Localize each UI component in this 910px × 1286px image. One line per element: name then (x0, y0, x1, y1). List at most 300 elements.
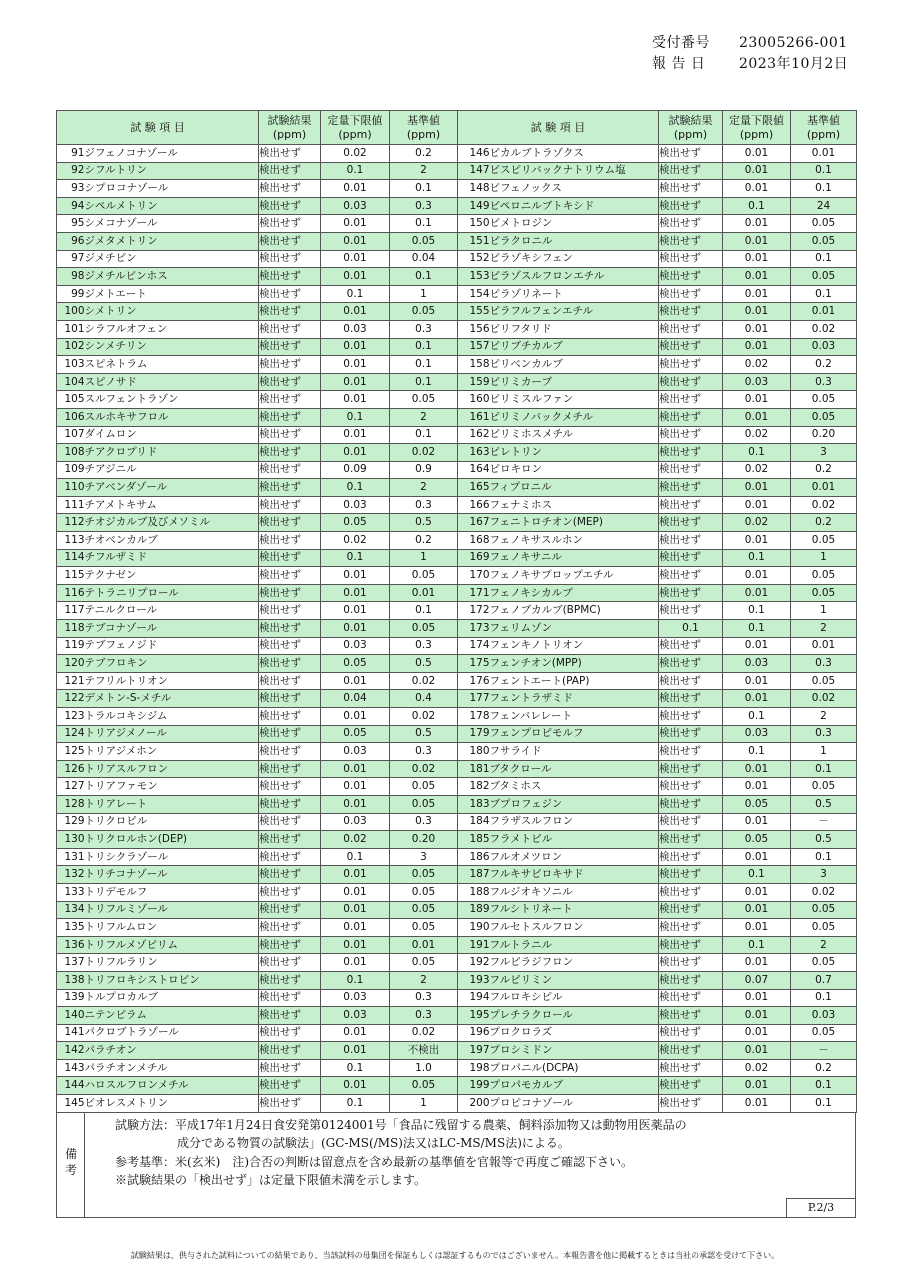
item-name: シプロコナゾール (85, 180, 259, 198)
table-row (57, 620, 857, 638)
quantitation-limit: 0.02 (723, 461, 791, 479)
standard-value: 0.2 (791, 356, 857, 374)
standard-value: 0.05 (390, 795, 458, 813)
table-row (57, 795, 857, 813)
item-name: シペルメトリン (85, 197, 259, 215)
item-number: 157 (458, 338, 490, 356)
standard-value: 0.5 (791, 795, 857, 813)
header-result-right: 試験結果 (ppm) (659, 111, 723, 145)
test-result: 検出せず (659, 743, 723, 761)
item-name: デメトン-S-メチル (85, 690, 259, 708)
item-name: テフリルトリオン (85, 672, 259, 690)
standard-value: 0.05 (390, 1077, 458, 1095)
standard-value: 0.05 (390, 567, 458, 585)
standard-value: 0.1 (390, 426, 458, 444)
quantitation-limit: 0.01 (723, 320, 791, 338)
quantitation-limit: 0.1 (321, 479, 390, 497)
table-row (57, 215, 857, 233)
item-number: 196 (458, 1024, 490, 1042)
test-result: 検出せず (659, 989, 723, 1007)
standard-value: 0.02 (390, 672, 458, 690)
quantitation-limit: 0.01 (321, 620, 390, 638)
table-row (57, 602, 857, 620)
table-row (57, 989, 857, 1007)
quantitation-limit: 0.03 (723, 725, 791, 743)
item-name: フェノブカルブ(BPMC) (490, 602, 659, 620)
item-name: フルトラニル (490, 936, 659, 954)
item-number: 108 (57, 444, 85, 462)
test-result: 検出せず (259, 725, 321, 743)
item-number: 187 (458, 866, 490, 884)
quantitation-limit: 0.01 (723, 145, 791, 163)
remarks-note-line: ※試験結果の「検出せず」は定量下限値未満を示します。 (115, 1173, 427, 1188)
table-row (57, 954, 857, 972)
item-number: 99 (57, 285, 85, 303)
quantitation-limit: 0.01 (723, 338, 791, 356)
quantitation-limit: 0.1 (723, 620, 791, 638)
test-result: 検出せず (659, 373, 723, 391)
test-result: 検出せず (259, 285, 321, 303)
quantitation-limit: 0.1 (321, 162, 390, 180)
item-name: フルキサピロキサド (490, 866, 659, 884)
item-number: 193 (458, 971, 490, 989)
standard-value: 0.1 (791, 180, 857, 198)
reception-number-label: 受付番号 (652, 35, 710, 51)
item-number: 100 (57, 303, 85, 321)
quantitation-limit: 0.1 (723, 444, 791, 462)
standard-value: 0.4 (390, 690, 458, 708)
standard-value: 0.02 (791, 320, 857, 338)
item-name: ピリミスルファン (490, 391, 659, 409)
standard-value: 0.05 (390, 954, 458, 972)
standard-value: － (791, 813, 857, 831)
item-name: テブフロキン (85, 655, 259, 673)
quantitation-limit: 0.07 (723, 971, 791, 989)
item-number: 145 (57, 1095, 85, 1113)
item-number: 93 (57, 180, 85, 198)
table-row (57, 1024, 857, 1042)
standard-value: 0.1 (791, 989, 857, 1007)
table-row (57, 567, 857, 585)
item-name: フサライド (490, 743, 659, 761)
standard-value: 0.1 (791, 162, 857, 180)
item-number: 134 (57, 901, 85, 919)
test-result: 検出せず (259, 356, 321, 374)
quantitation-limit: 0.01 (321, 584, 390, 602)
item-number: 164 (458, 461, 490, 479)
table-row (57, 162, 857, 180)
standard-value: 0.05 (390, 303, 458, 321)
item-name: フラメトピル (490, 831, 659, 849)
table-row (57, 250, 857, 268)
quantitation-limit: 0.01 (321, 356, 390, 374)
quantitation-limit: 0.01 (723, 391, 791, 409)
standard-value: 0.02 (390, 760, 458, 778)
item-number: 98 (57, 268, 85, 286)
test-result: 検出せず (259, 954, 321, 972)
quantitation-limit: 0.01 (321, 866, 390, 884)
quantitation-limit: 0.01 (321, 250, 390, 268)
quantitation-limit: 0.01 (723, 408, 791, 426)
standard-value: 0.3 (390, 989, 458, 1007)
quantitation-limit: 0.01 (321, 338, 390, 356)
item-name: スピネトラム (85, 356, 259, 374)
test-result: 検出せず (259, 795, 321, 813)
item-number: 124 (57, 725, 85, 743)
item-number: 133 (57, 883, 85, 901)
test-result: 検出せず (259, 320, 321, 338)
quantitation-limit: 0.01 (723, 215, 791, 233)
item-name: トリデモルフ (85, 883, 259, 901)
test-result: 検出せず (659, 444, 723, 462)
table-row (57, 356, 857, 374)
quantitation-limit: 0.01 (321, 672, 390, 690)
table-row (57, 672, 857, 690)
footer-disclaimer: 試験結果は、供与された試料についての結果であり、当該試料の母集団を保証もしくは認証するものではございません。本報告書を他に掲載するときは当社の承認を受けて下さい。 (130, 1251, 780, 1260)
test-result: 検出せず (659, 954, 723, 972)
quantitation-limit: 0.01 (723, 1095, 791, 1113)
quantitation-limit: 0.01 (321, 215, 390, 233)
item-name: ピリミホスメチル (490, 426, 659, 444)
header-standard-right: 基準値 (ppm) (791, 111, 857, 145)
test-result: 検出せず (659, 637, 723, 655)
standard-value: 0.05 (390, 919, 458, 937)
item-name: ブタクロール (490, 760, 659, 778)
quantitation-limit: 0.01 (321, 567, 390, 585)
test-result: 検出せず (659, 250, 723, 268)
table-row (57, 444, 857, 462)
test-result: 検出せず (259, 672, 321, 690)
item-number: 200 (458, 1095, 490, 1113)
table-row (57, 391, 857, 409)
test-result: 検出せず (659, 215, 723, 233)
item-number: 103 (57, 356, 85, 374)
test-result: 検出せず (659, 461, 723, 479)
item-name: フルピラジフロン (490, 954, 659, 972)
item-name: トリフルミゾール (85, 901, 259, 919)
quantitation-limit: 0.1 (723, 708, 791, 726)
item-name: フェンプロピモルフ (490, 725, 659, 743)
item-number: 142 (57, 1042, 85, 1060)
test-result: 検出せず (659, 1007, 723, 1025)
standard-value: 0.3 (791, 655, 857, 673)
table-row (57, 145, 857, 163)
item-number: 118 (57, 620, 85, 638)
quantitation-limit: 0.02 (321, 831, 390, 849)
test-result: 検出せず (259, 584, 321, 602)
item-number: 191 (458, 936, 490, 954)
test-result: 検出せず (259, 532, 321, 550)
item-number: 192 (458, 954, 490, 972)
standard-value: 0.05 (791, 919, 857, 937)
item-name: チオベンカルブ (85, 532, 259, 550)
test-result: 検出せず (659, 408, 723, 426)
test-result: 検出せず (659, 514, 723, 532)
item-name: ピリブチカルブ (490, 338, 659, 356)
table-row (57, 285, 857, 303)
table-row (57, 320, 857, 338)
item-name: ピペロニルブトキシド (490, 197, 659, 215)
item-name: トリフルラリン (85, 954, 259, 972)
quantitation-limit: 0.01 (723, 532, 791, 550)
standard-value: 2 (390, 971, 458, 989)
item-number: 177 (458, 690, 490, 708)
quantitation-limit: 0.01 (321, 602, 390, 620)
table-row (57, 479, 857, 497)
page-number: P.2/3 (786, 1198, 855, 1217)
item-number: 128 (57, 795, 85, 813)
quantitation-limit: 0.02 (321, 145, 390, 163)
quantitation-limit: 0.01 (723, 496, 791, 514)
item-name: シラフルオフェン (85, 320, 259, 338)
standard-value: 0.04 (390, 250, 458, 268)
test-result: 検出せず (659, 813, 723, 831)
table-row (57, 303, 857, 321)
standard-value: 0.02 (791, 883, 857, 901)
test-result: 検出せず (259, 760, 321, 778)
table-row (57, 496, 857, 514)
standard-value: 0.2 (390, 145, 458, 163)
quantitation-limit: 0.01 (321, 1077, 390, 1095)
item-number: 166 (458, 496, 490, 514)
item-number: 144 (57, 1077, 85, 1095)
standard-value: 0.05 (390, 866, 458, 884)
item-number: 136 (57, 936, 85, 954)
item-number: 171 (458, 584, 490, 602)
test-result: 検出せず (659, 391, 723, 409)
standard-value: 0.1 (390, 356, 458, 374)
test-result: 検出せず (659, 338, 723, 356)
test-result: 検出せず (659, 567, 723, 585)
test-result: 検出せず (259, 919, 321, 937)
table-row (57, 180, 857, 198)
test-result: 検出せず (259, 620, 321, 638)
results-table (56, 110, 857, 1113)
standard-value: 0.01 (390, 584, 458, 602)
test-result: 検出せず (259, 848, 321, 866)
item-number: 119 (57, 637, 85, 655)
standard-value: 0.02 (390, 1024, 458, 1042)
test-result: 検出せず (259, 268, 321, 286)
test-result: 検出せず (259, 444, 321, 462)
item-name: フェントエート(PAP) (490, 672, 659, 690)
item-number: 139 (57, 989, 85, 1007)
quantitation-limit: 0.01 (723, 883, 791, 901)
standard-value: 0.1 (791, 250, 857, 268)
item-number: 185 (458, 831, 490, 849)
item-name: スルフェントラゾン (85, 391, 259, 409)
standard-value: 0.1 (791, 285, 857, 303)
test-result: 検出せず (659, 532, 723, 550)
test-result: 検出せず (659, 268, 723, 286)
item-name: ピラゾリネート (490, 285, 659, 303)
quantitation-limit: 0.01 (321, 954, 390, 972)
item-name: ピリミカーブ (490, 373, 659, 391)
quantitation-limit: 0.01 (723, 180, 791, 198)
standard-value: 0.2 (791, 1059, 857, 1077)
quantitation-limit: 0.1 (321, 285, 390, 303)
item-name: テクナゼン (85, 567, 259, 585)
item-number: 143 (57, 1059, 85, 1077)
item-name: ブプロフェジン (490, 795, 659, 813)
quantitation-limit: 0.01 (723, 901, 791, 919)
quantitation-limit: 0.01 (321, 180, 390, 198)
standard-value: 3 (791, 444, 857, 462)
item-name: ピリフタリド (490, 320, 659, 338)
test-result: 検出せず (659, 708, 723, 726)
remarks-reference-line: 参考基準：米(玄米) 注)合否の判断は留意点を含め最新の基準値を官報等で再度ご確認下さい。 (115, 1154, 634, 1169)
report-date-line (652, 53, 848, 73)
table-row (57, 373, 857, 391)
test-result: 検出せず (259, 602, 321, 620)
table-row (57, 197, 857, 215)
standard-value: 0.5 (390, 655, 458, 673)
table-row (57, 1095, 857, 1113)
test-result: 検出せず (659, 690, 723, 708)
item-number: 122 (57, 690, 85, 708)
standard-value: 0.05 (791, 215, 857, 233)
table-row (57, 690, 857, 708)
item-name: テブコナゾール (85, 620, 259, 638)
table-row (57, 936, 857, 954)
table-row (57, 725, 857, 743)
quantitation-limit: 0.1 (723, 936, 791, 954)
standard-value: 1 (390, 1095, 458, 1113)
item-name: トリアスルフロン (85, 760, 259, 778)
test-result: 検出せず (659, 795, 723, 813)
item-name: チオジカルブ及びメソミル (85, 514, 259, 532)
item-number: 137 (57, 954, 85, 972)
item-number: 146 (458, 145, 490, 163)
quantitation-limit: 0.01 (723, 760, 791, 778)
header-loq-left: 定量下限値 (ppm) (321, 111, 390, 145)
quantitation-limit: 0.1 (723, 743, 791, 761)
standard-value: 0.05 (791, 1024, 857, 1042)
test-result: 検出せず (659, 232, 723, 250)
standard-value: 0.05 (791, 584, 857, 602)
test-result: 検出せず (259, 813, 321, 831)
table-row (57, 338, 857, 356)
test-result: 検出せず (259, 426, 321, 444)
test-result: 検出せず (259, 145, 321, 163)
quantitation-limit: 0.01 (723, 567, 791, 585)
quantitation-limit: 0.01 (321, 936, 390, 954)
test-result: 検出せず (259, 197, 321, 215)
item-number: 112 (57, 514, 85, 532)
standard-value: 0.3 (791, 373, 857, 391)
standard-value: 1 (791, 743, 857, 761)
quantitation-limit: 0.02 (723, 514, 791, 532)
test-result: 検出せず (659, 320, 723, 338)
standard-value: 0.1 (390, 602, 458, 620)
item-name: ビオレスメトリン (85, 1095, 259, 1113)
test-result: 検出せず (659, 197, 723, 215)
standard-value: 2 (791, 620, 857, 638)
item-number: 113 (57, 532, 85, 550)
standard-value: 0.01 (791, 479, 857, 497)
item-name: ピレトリン (490, 444, 659, 462)
standard-value: 0.05 (390, 778, 458, 796)
table-row (57, 813, 857, 831)
item-name: チフルザミド (85, 549, 259, 567)
item-number: 174 (458, 637, 490, 655)
item-name: ビフェノックス (490, 180, 659, 198)
item-name: テトラニリプロール (85, 584, 259, 602)
standard-value: 0.1 (791, 1095, 857, 1113)
item-name: トリクロルホン(DEP) (85, 831, 259, 849)
quantitation-limit: 0.01 (723, 1077, 791, 1095)
standard-value: 0.01 (791, 637, 857, 655)
item-number: 170 (458, 567, 490, 585)
table-row (57, 584, 857, 602)
quantitation-limit: 0.01 (321, 708, 390, 726)
test-result: 検出せず (259, 901, 321, 919)
standard-value: 0.20 (390, 831, 458, 849)
test-result: 検出せず (659, 549, 723, 567)
test-result: 検出せず (659, 1077, 723, 1095)
item-number: 161 (458, 408, 490, 426)
item-number: 123 (57, 708, 85, 726)
item-number: 117 (57, 602, 85, 620)
standard-value: 0.3 (390, 496, 458, 514)
standard-value: 0.05 (791, 391, 857, 409)
test-result: 0.1 (659, 620, 723, 638)
item-name: ピラゾスルフロンエチル (490, 268, 659, 286)
remarks-label: 備考 (57, 1112, 85, 1217)
test-result: 検出せず (259, 408, 321, 426)
test-result: 検出せず (659, 1095, 723, 1113)
item-name: ジメトエート (85, 285, 259, 303)
table-row (57, 637, 857, 655)
quantitation-limit: 0.03 (321, 1007, 390, 1025)
item-number: 189 (458, 901, 490, 919)
test-result: 検出せず (259, 883, 321, 901)
standard-value: 0.1 (390, 373, 458, 391)
test-result: 検出せず (659, 584, 723, 602)
item-number: 101 (57, 320, 85, 338)
test-result: 検出せず (259, 708, 321, 726)
item-number: 105 (57, 391, 85, 409)
quantitation-limit: 0.01 (723, 1007, 791, 1025)
item-number: 109 (57, 461, 85, 479)
table-row (57, 461, 857, 479)
table-row (57, 408, 857, 426)
standard-value: 0.1 (390, 338, 458, 356)
standard-value: 0.3 (390, 197, 458, 215)
item-name: フェンキノトリオン (490, 637, 659, 655)
item-number: 169 (458, 549, 490, 567)
standard-value: 0.05 (390, 620, 458, 638)
standard-value: － (791, 1042, 857, 1060)
standard-value: 0.02 (791, 496, 857, 514)
item-number: 182 (458, 778, 490, 796)
table-row (57, 848, 857, 866)
quantitation-limit: 0.03 (321, 637, 390, 655)
quantitation-limit: 0.01 (723, 303, 791, 321)
test-result: 検出せず (259, 232, 321, 250)
quantitation-limit: 0.02 (723, 426, 791, 444)
remarks-method-line: 試験方法：平成17年1月24日食安発第0124001号「食品に残留する農薬、飼料添加物又は動物用医薬品の (115, 1118, 687, 1132)
item-name: トリフロキシストロビン (85, 971, 259, 989)
item-name: プロシミドン (490, 1042, 659, 1060)
test-result: 検出せず (259, 162, 321, 180)
test-result: 検出せず (659, 866, 723, 884)
item-name: ジメチピン (85, 250, 259, 268)
header-loq-right: 定量下限値 (ppm) (723, 111, 791, 145)
item-name: シンメチリン (85, 338, 259, 356)
item-name: シメコナゾール (85, 215, 259, 233)
quantitation-limit: 0.01 (321, 760, 390, 778)
